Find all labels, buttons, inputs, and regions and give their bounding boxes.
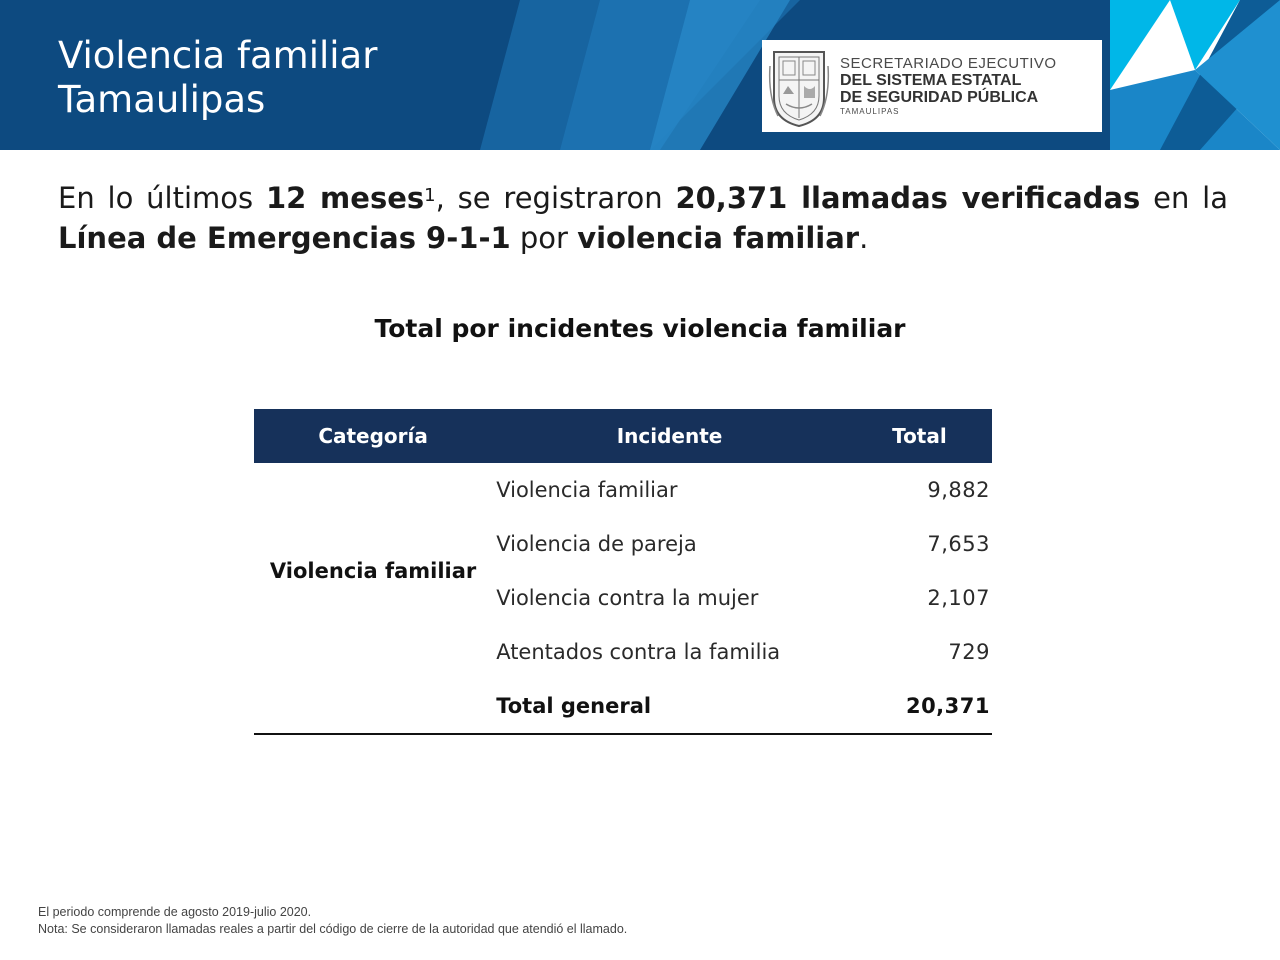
title-line-1: Violencia familiar [58, 34, 378, 77]
header-category: Categoría [254, 409, 492, 463]
header-incident: Incidente [492, 409, 847, 463]
intro-text-3: en la [1140, 181, 1229, 215]
header-total: Total [847, 409, 992, 463]
incident-cell: Atentados contra la familia [496, 640, 781, 664]
footnote-period: El periodo comprende de agosto 2019-julio 2020. [38, 905, 312, 919]
intro-text-5: . [859, 221, 869, 255]
footnotes [38, 904, 627, 938]
intro-bold-line: Línea de Emergencias 9-1-1 [58, 221, 511, 255]
total-cell: 2,107 [927, 586, 990, 610]
table-row [254, 463, 992, 517]
intro-bold-calls: 20,371 llamadas verificadas [675, 181, 1141, 215]
intro-text-1: En lo últimos [58, 181, 266, 215]
logo-line-4: TAMAULIPAS [840, 107, 900, 116]
table-title-text: Total por incidentes violencia familiar [374, 314, 906, 343]
intro-bold-period: 12 meses [265, 181, 425, 215]
logo-line-2: DEL SISTEMA ESTATAL [840, 72, 1022, 89]
total-cell: 9,882 [927, 478, 990, 502]
table-title [0, 314, 1280, 343]
intro-paragraph [58, 178, 1228, 258]
state-seal-icon [768, 46, 830, 128]
intro-bold-category: violencia familiar [577, 221, 860, 255]
incident-cell: Violencia familiar [496, 478, 678, 502]
total-general-label: Total general [492, 679, 847, 734]
total-cell: 7,653 [927, 532, 990, 556]
empty-category-cell [254, 679, 492, 734]
category-cell: Violencia familiar [269, 559, 477, 583]
total-general-value: 20,371 [847, 679, 992, 734]
agency-logo-text [840, 56, 1057, 117]
incident-cell: Violencia contra la mujer [496, 586, 759, 610]
table-header-row [254, 409, 992, 463]
footnote-marker: 1 [424, 185, 436, 206]
logo-line-1: SECRETARIADO EJECUTIVO [840, 55, 1057, 72]
incident-cell: Violencia de pareja [496, 532, 697, 556]
total-cell: 729 [948, 640, 990, 664]
intro-text-4: por [510, 221, 578, 255]
footnote-note: Nota: Se consideraron llamadas reales a partir del código de cierre de la autoridad que atendió el llamado. [38, 922, 628, 936]
title-line-2: Tamaulipas [58, 78, 266, 121]
logo-line-3: DE SEGURIDAD PÚBLICA [840, 89, 1039, 106]
total-general-row [254, 679, 992, 734]
page-title [58, 34, 377, 122]
intro-text-2: , se registraron [435, 181, 676, 215]
incidents-table [254, 409, 992, 735]
